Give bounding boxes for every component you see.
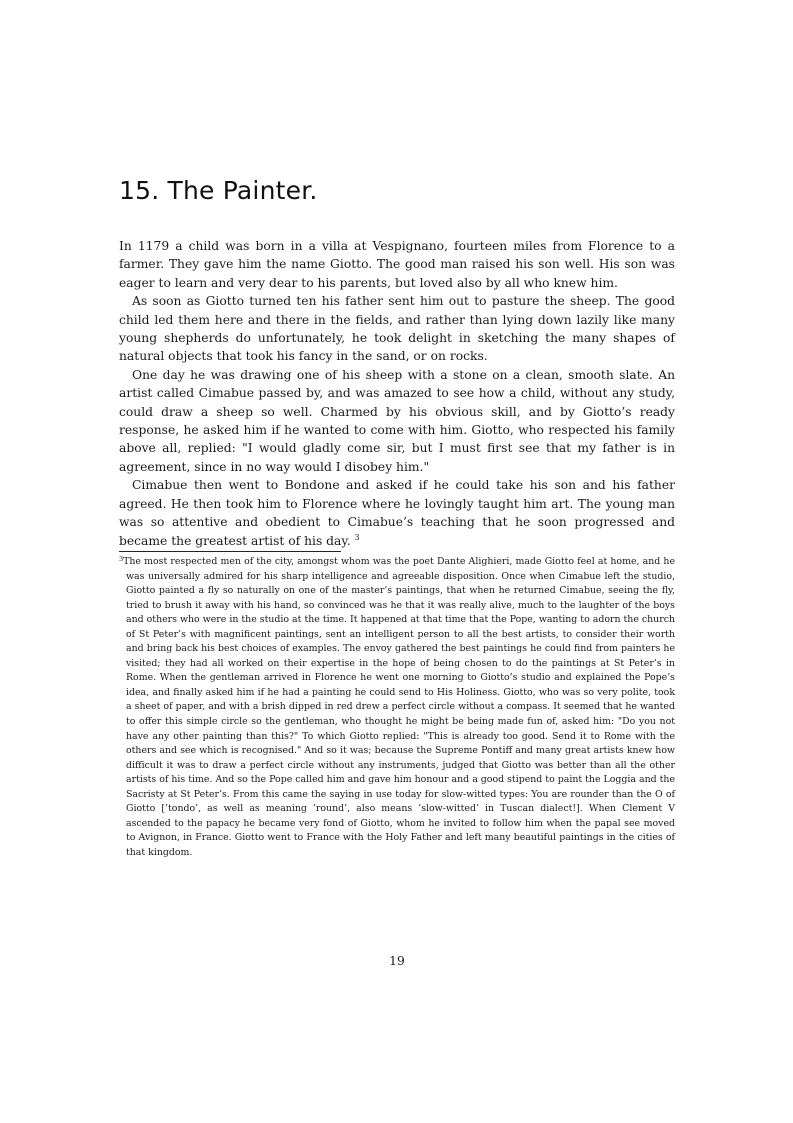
paragraph-4-text: Cimabue then went to Bondone and asked if he could take his son and his father agreed. He then took him to Florence where he lovingly taught him art. The young man was so attentive and obedient to Cimabue’s teaching that he soon progressed and became the greatest artist of his day.: [119, 478, 675, 548]
footnote-paragraph: [119, 555, 675, 860]
paragraph-3: One day he was drawing one of his sheep with a stone on a clean, smooth slate. An artist called Cimabue passed by, and was amazed to see how a child, without any study, could draw a sheep so well. Charmed by his obvious skill, and by Giotto’s ready response, he asked him if he wanted to come with him. Giotto, who respected his family above all, replied: "I would gladly come sir, but I must first see that my father is in agreement, since in no way would I disobey him.": [119, 367, 675, 474]
footnote-reference: 3: [354, 532, 360, 542]
footnote-divider: [119, 551, 341, 552]
page-number: 19: [389, 954, 405, 968]
footnote-mark: 3: [119, 555, 124, 563]
chapter-title: 15. The Painter.: [119, 176, 318, 205]
paragraph-1: In 1179 a child was born in a villa at Vespignano, fourteen miles from Florence to a farmer. They gave him the name Giotto. The good man raised his son well. His son was eager to learn and very dear to his parents, but loved also by all who knew him.: [119, 239, 675, 290]
footnote-text: The most respected men of the city, amongst whom was the poet Dante Alighieri, made Giotto feel at home, and he was universally admired for his sharp intelligence and agreeable disposition. Once when Cimabue left the studio, Giotto painted a fly so naturally on one of the master’s paintings, that when he returned Cimabue, seeing the fly, tried to brush it away with his hand, so convinced was he that it was really alive, much to the laughter of the boys and others who were in the studio at the time. It happened at that time that the Pope, wanting to adorn the church of St Peter’s with magnificent paintings, sent an intelligent person to all the best artists, to consider their worth and bring back his best choices of examples. The envoy gathered the best paintings he could find from painters he visited; they had all worked on their expertise in the hope of being chosen to do the paintings at St Peter’s in Rome. When the gentleman arrived in Florence he went one morning to Giotto’s studio and explained the Pope’s idea, and finally asked him if he had a painting he could send to His Holiness. Giotto, who was so very polite, took a sheet of paper, and with a brish dipped in red drew a perfect circle without a compass. It seemed that he wanted to offer this simple circle so the gentleman, who thought he might be being made fun of, asked him: "Do you not have any other painting than this?" To which Giotto replied: "This is already too good. Send it to Rome with the others and see which is recognised." And so it was; because the Supreme Pontiff and many great artists knew how difficult it was to draw a perfect circle without any instruments, judged that Giotto was better than all the other artists of his time. And so the Pope called him and gave him honour and a good stipend to paint the Loggia and the Sacristy at St Peter’s. From this came the saying in use today for slow-witted types: You are rounder than the O of Giotto [’tondo’, as well as meaning ’round’, also means ’slow-witted’ in Tuscan dialect!]. When Clement V ascended to the papacy he became very fond of Giotto, whom he invited to follow him when the papal see moved to Avignon, in France. Giotto went to France with the Holy Father and left many beautiful paintings in the cities of that kingdom.: [123, 556, 675, 858]
paragraph-2: As soon as Giotto turned ten his father sent him out to pasture the sheep. The good child led them here and there in the fields, and rather than lying down lazily like many young shepherds do unfortunately, he took delight in sketching the many shapes of natural objects that took his fancy in the sand, or on rocks.: [119, 294, 675, 364]
document-page: [119, 0, 675, 1123]
body-text: [119, 237, 675, 550]
footnote: [119, 555, 675, 860]
paragraph-4: [119, 476, 675, 550]
